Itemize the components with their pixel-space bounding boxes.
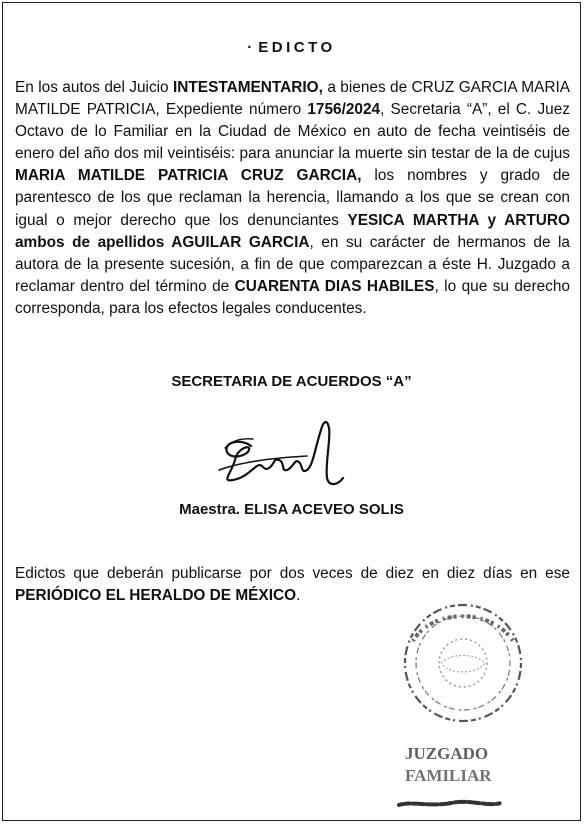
document-title [3,39,580,56]
title-text: EDICTO [258,39,336,56]
stamp-text-1: JUZGADO [405,744,489,763]
body-segment: En los autos del Juicio [15,79,174,96]
body-bold-file-number: 1756/2024 [307,101,381,119]
body-segment: , en su carácter de hermanos de la autora de la presente sucesión, a fin de que comparezcan a éste H. Juzgado a reclamar dentro del término de [15,233,570,295]
body-bold-claimants: YESICA MARTHA y ARTURO ambos de apellidos AGUILAR GARCIA [15,211,570,251]
body-segment: los nombres y grado de parentesco de los que reclaman la herencia, llamando a los que se crean con igual o mejor derecho que los denunciantes [15,167,570,229]
publish-segment: . [296,587,301,604]
edict-page [2,2,581,821]
secretaria-heading: SECRETARIA DE ACUERDOS “A” [171,373,412,390]
stamp-text-2: FAMILIAR [405,766,492,785]
title-dot: · [247,39,253,56]
edict-body [15,77,570,320]
body-segment: a bienes de CRUZ GARCIA MARIA MATILDE PATRICIA, Expediente número [15,79,570,119]
publish-bold-newspaper: PERIÓDICO EL HERALDO DE MÉXICO [15,587,297,604]
body-bold-trial-type: INTESTAMENTARIO, [173,79,323,96]
body-bold-term: CUARENTA DIAS HABILES [234,277,435,295]
body-segment: , lo que su derecho corresponda, para los efectos legales conducentes. [15,277,570,317]
body-bold-deceased-name: MARIA MATILDE PATRICIA CRUZ GARCIA, [15,167,362,185]
body-segment: , Secretaria “A”, el C. Juez Octavo de lo Familiar en la Ciudad de México en auto de fecha veintiséis de enero del año dos mil veintiséis: para anunciar la muerte sin testar de la de cujus [15,101,570,163]
publish-segment: Edictos que deberán publicarse por dos veces de diez en diez días en ese [15,565,570,582]
court-seal-stamp [391,601,541,816]
handwritten-signature [211,408,361,498]
signer-name: Maestra. ELISA ACEVEO SOLIS [179,501,404,518]
